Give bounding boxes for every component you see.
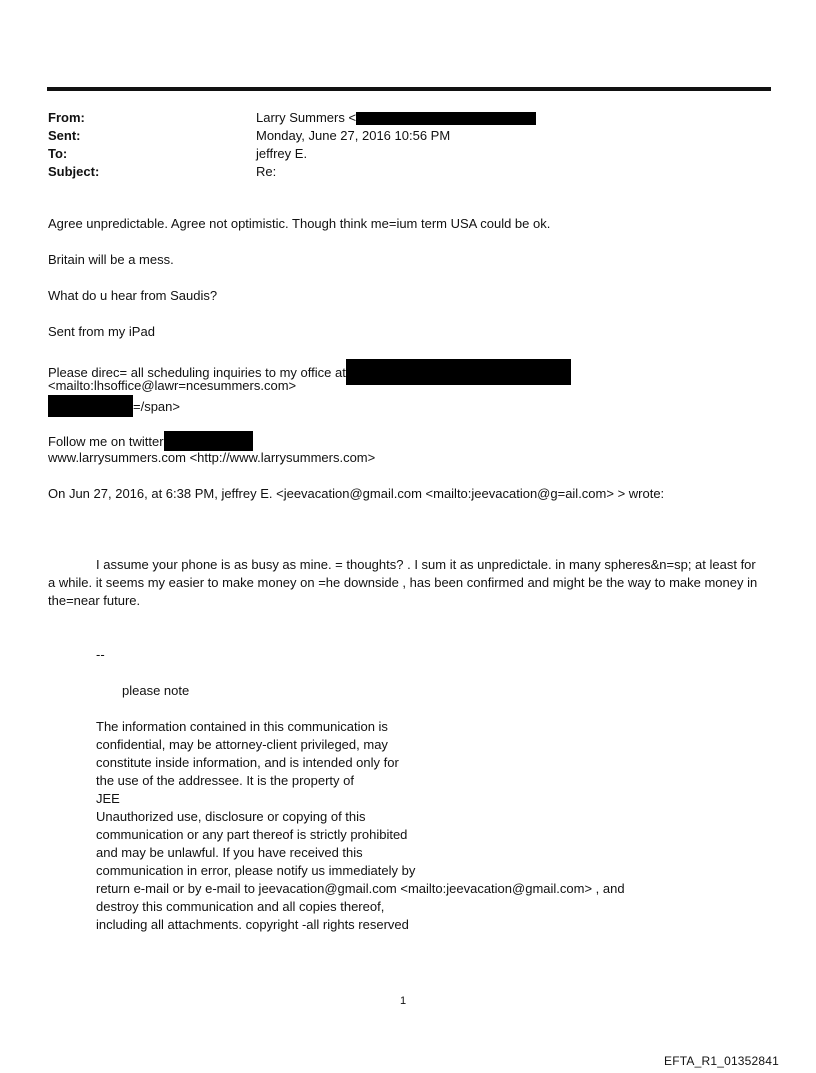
redaction-box — [48, 395, 133, 417]
email-header — [48, 109, 748, 181]
from-text: Larry Summers < — [256, 110, 357, 125]
website-line: www.larrysummers.com <http://www.larrysummers.com> — [48, 450, 376, 465]
document-id: EFTA_R1_01352841 — [664, 1054, 780, 1068]
from-label: From: — [48, 110, 85, 125]
sent-value: Monday, June 27, 2016 10:56 PM — [256, 128, 451, 143]
body-line-2: Britain will be a mess. — [48, 252, 174, 267]
from-value — [256, 109, 536, 127]
redaction-box — [356, 112, 536, 125]
twitter-text: Follow me on twitter — [48, 434, 164, 449]
disclaimer-line: Unauthorized use, disclosure or copying of this — [96, 809, 366, 824]
scheduling-mailto: <mailto:lhsoffice@lawr=ncesummers.com> — [48, 378, 297, 393]
scheduling-span-line — [48, 395, 180, 417]
from-row — [48, 109, 748, 127]
disclaimer-line: the use of the addressee. It is the property of — [96, 773, 354, 788]
sent-label: Sent: — [48, 128, 81, 143]
to-value: jeffrey E. — [256, 146, 308, 161]
redaction-box — [164, 431, 253, 451]
to-label: To: — [48, 146, 68, 161]
disclaimer-line: constitute inside information, and is intended only for — [96, 755, 399, 770]
sent-row — [48, 127, 748, 145]
body-line-3: What do u hear from Saudis? — [48, 288, 218, 303]
redaction-box — [346, 359, 571, 385]
disclaimer-line: return e-mail or by e-mail to jeevacation@gmail.com <mailto:jeevacation@gmail.com> , and — [96, 881, 625, 896]
disclaimer-line: communication in error, please notify us immediately by — [96, 863, 416, 878]
disclaimer-line: including all attachments. copyright -all rights reserved — [96, 917, 409, 932]
please-note: please note — [122, 683, 190, 698]
to-row — [48, 145, 748, 163]
subject-label: Subject: — [48, 164, 100, 179]
body-line-4: Sent from my iPad — [48, 324, 155, 339]
scheduling-text: Please direc= all scheduling inquiries to my office at — [48, 365, 346, 380]
quote-intro: On Jun 27, 2016, at 6:38 PM, jeffrey E. <jeevacation@gmail.com <mailto:jeevacation@g=ail.com> > wrote: — [48, 486, 665, 501]
body-line-1: Agree unpredictable. Agree not optimistic. Though think me=ium term USA could be ok. — [48, 216, 551, 231]
subject-row — [48, 163, 748, 181]
signature-dashes: -- — [96, 647, 105, 662]
disclaimer-line: JEE — [96, 791, 120, 806]
disclaimer-line: The information contained in this communication is — [96, 719, 388, 734]
disclaimer-line: destroy this communication and all copies thereof, — [96, 899, 385, 914]
subject-value: Re: — [256, 164, 277, 179]
twitter-line — [48, 431, 253, 451]
page-number: 1 — [400, 995, 407, 1007]
disclaimer-line: and may be unlawful. If you have received this — [96, 845, 363, 860]
quoted-paragraph: I assume your phone is as busy as mine. = thoughts? . I sum it as unpredictale. in many spheres&n=sp; at least for a while. it seems my easier to make money on =he downside , has been confirmed and might be the way to make money in the=near future. — [48, 557, 758, 608]
span-text: =/span> — [133, 399, 180, 414]
disclaimer-line: communication or any part thereof is strictly prohibited — [96, 827, 408, 842]
disclaimer-line: confidential, may be attorney-client privileged, may — [96, 737, 388, 752]
header-rule — [47, 87, 771, 91]
